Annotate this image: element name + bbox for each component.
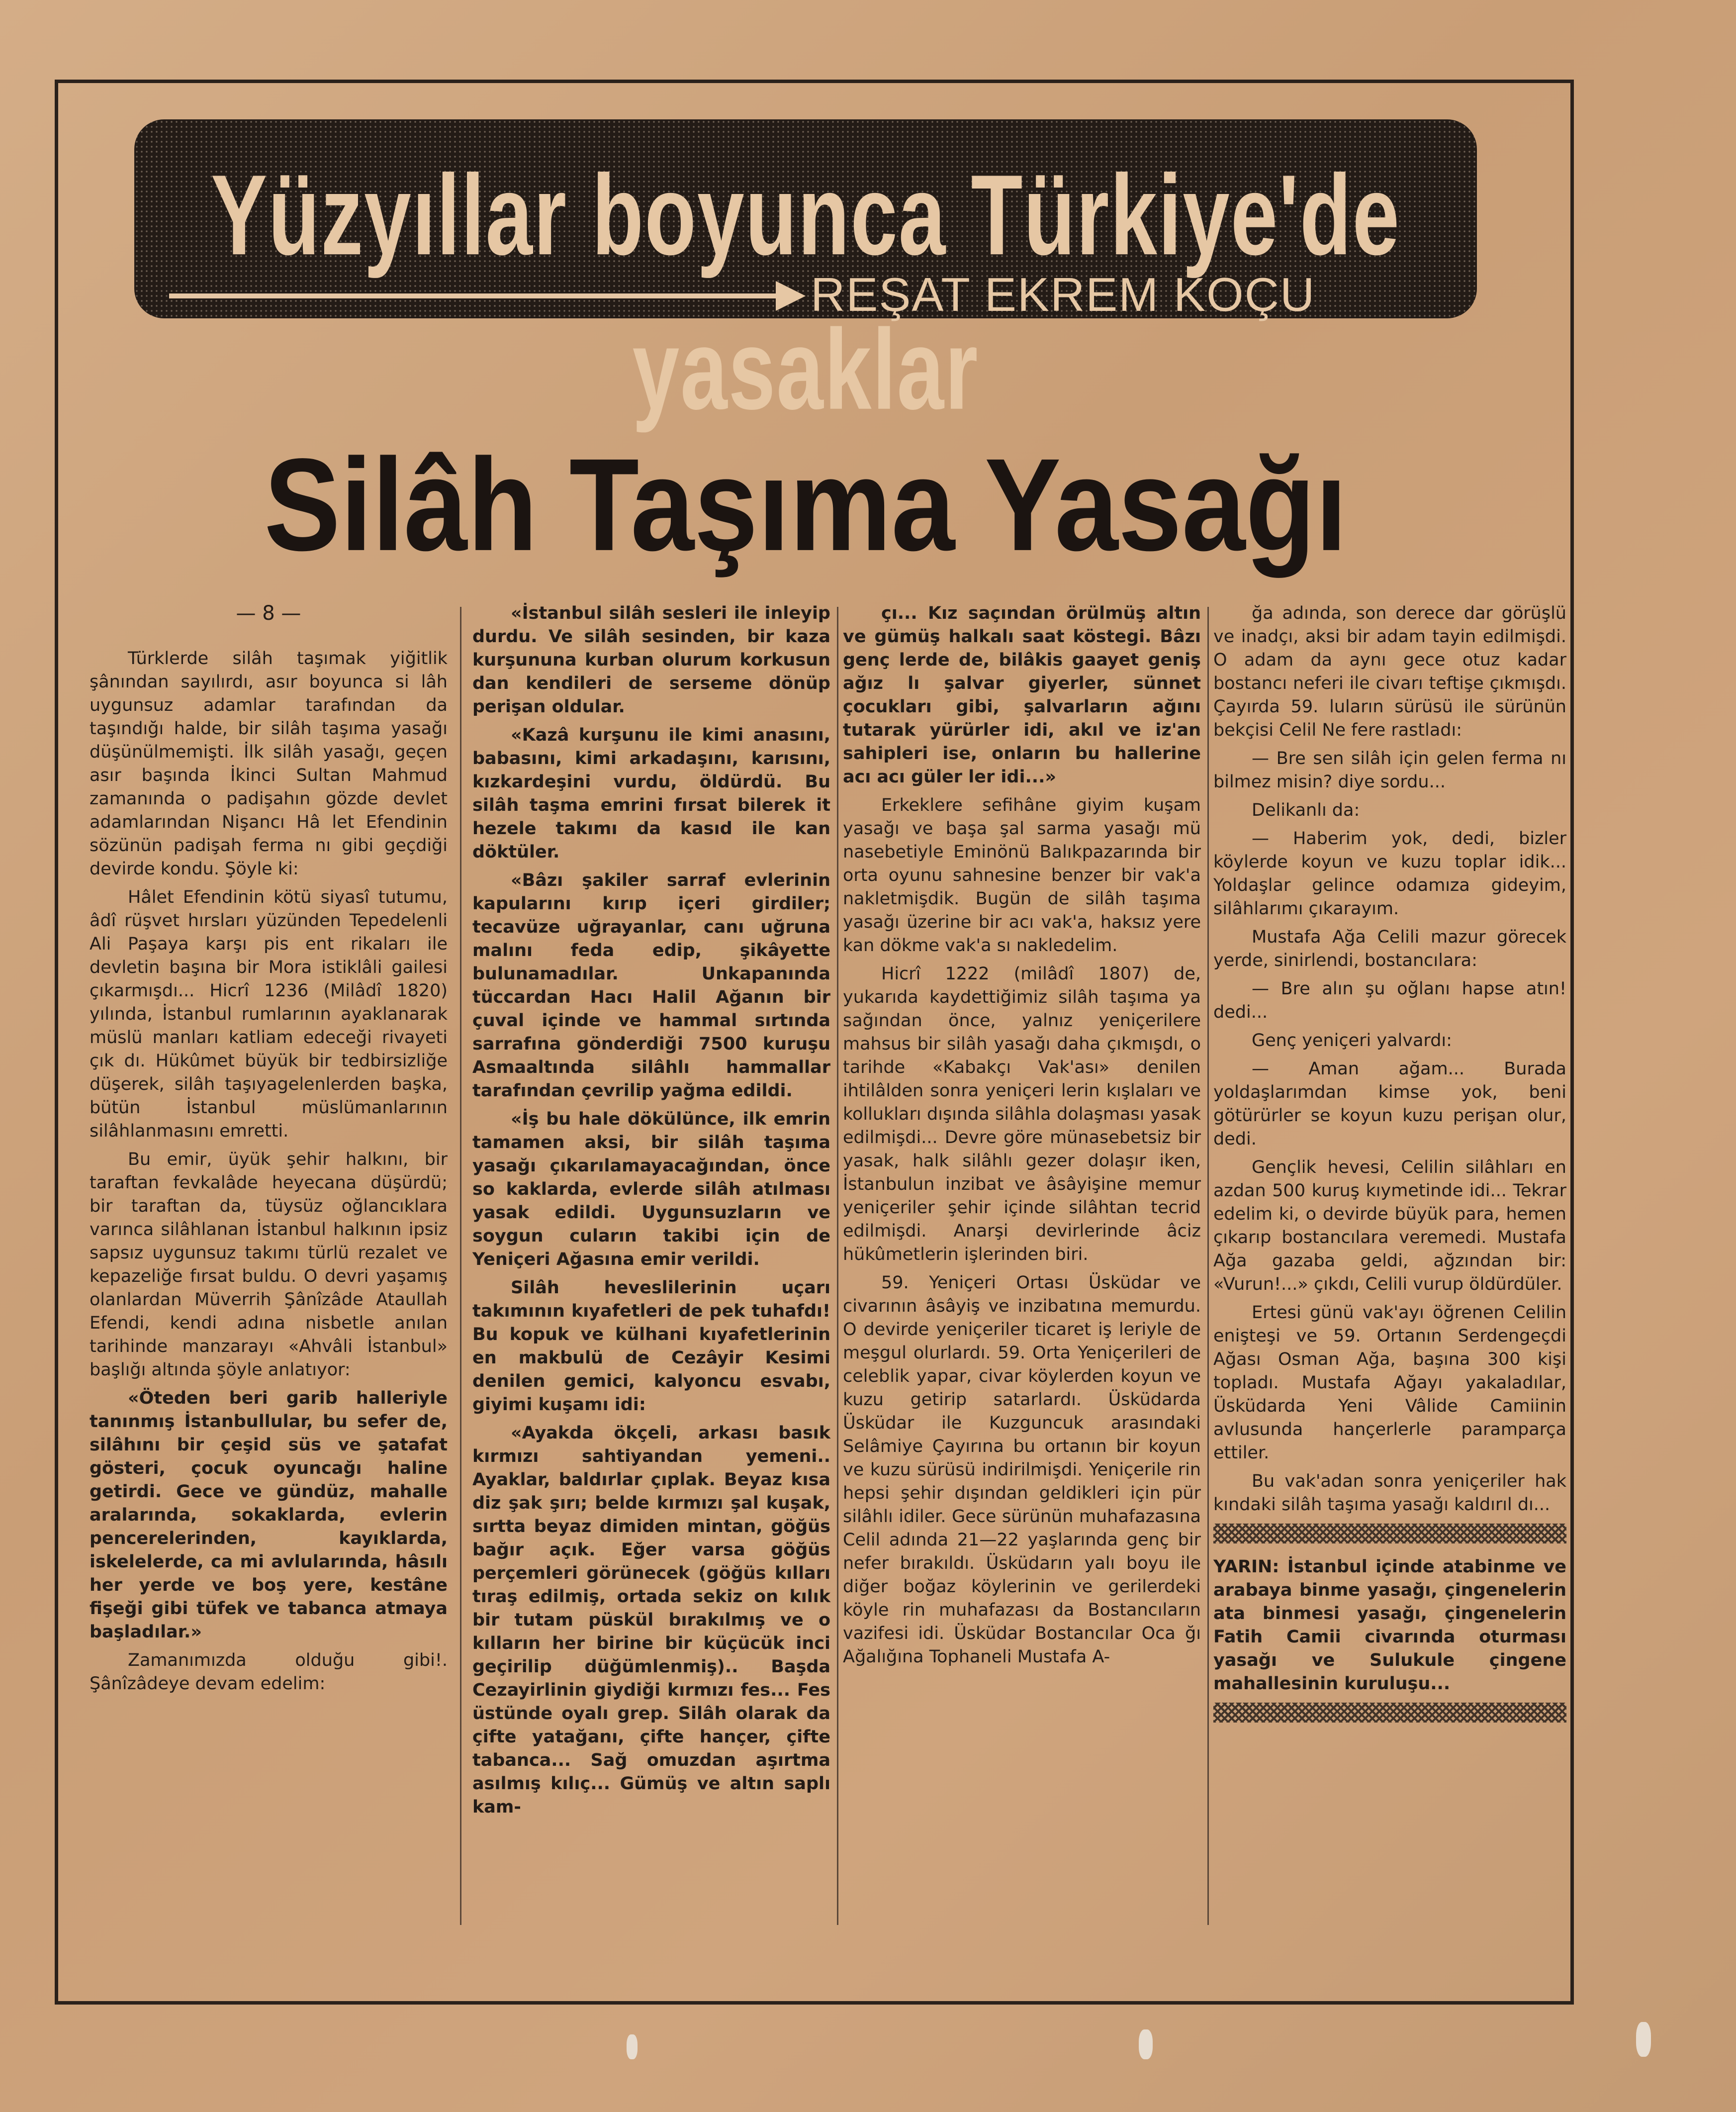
paragraph: 59. Yeniçeri Ortası Üsküdar ve civarının âsâyiş ve inzibatına memurdu. O devirde yeniçeriler ticaret iş leriyle de meşgul olurlardı. 59. Orta Yeniçerileri de celeblik yapar, civar köylerden koyun ve kuzu getirip satarlardı. Üsküdarda Üsküdar ile Kuzguncuk arasındaki Selâmiye Çayırına bu ortanın bir koyun ve kuzu sürüsü indirilmişdi. Yeniçerile rin hepsi şehir dışından geldikleri için pür silâhlı idiler. Gece sürünün muhafazasına Celil adında 21—22 yaşlarında genç bir nefer bırakıldı. Üsküdarın yalı boyu ile diğer boğaz köylerinin ve gerilerdeki köyle rin muhafazası da Bostancıların vazifesi idi. Üsküdar Bostancılar Oca ğı Ağalığına Tophaneli Mustafa A- [843,1273,1201,1667]
paper-stain [627,2034,638,2059]
series-title: Yüzyıllar boyunca Türkiye'de yasaklar [210,151,1401,434]
column-rule [1207,607,1209,1925]
paper-stain [1636,2022,1651,2057]
hatched-divider [1213,1703,1566,1723]
author-name: REŞAT EKREM KOÇU [811,268,1316,321]
paragraph: Ertesi günü vak'ayı öğrenen Celilin enişteşi ve 59. Ortanın Serdengeçdi Ağası Osman Ağa, başına 300 kişi topladı. Mustafa Ağayı yakaladılar, Üsküdarda Yeni Vâlide Camiinin avlusunda hançerlerle paramparça ettiler. [1213,1303,1566,1463]
paragraph: Hâlet Efendinin kötü siyasî tutumu, âdî rüşvet hırsları yüzünden Tepedelenli Ali Paşaya karşı pis ent rikaları ile devletin başına bir Mora istiklâli gailesi çıkarmışdı... Hicrî 1236 (Milâdî 1820) yılında, İstanbul rumlarının ayaklanarak müslü manları katliam edeceği rivayeti çık dı. Hükûmet büyük bir tedbirsizliğe düşerek, silâh taşıyagelenlerden başka, bütün İstanbul müslümanlarının silâhlanmasını emretti. [90,887,448,1141]
hatched-divider [1213,1524,1566,1543]
article-column-2 [472,602,830,1930]
next-episode-box [1213,1555,1566,1696]
dialogue-line: — Aman ağam... Burada yoldaşlarımdan kimse yok, beni götürürler se koyun kuzu perişan olur, dedi. [1213,1059,1566,1149]
paragraph: Delikanlı da: [1252,800,1360,820]
paragraph: Erkeklere sefihâne giyim kuşam yasağı ve başa şal sarma yasağı mü nasebetiyle Eminönü Balıkpazarında bir orta oyunu sahnesine benzer bir vak'a nakletmişdik. Bugün de silâh taşıma yasağı üzerine bir acı vak'a, haksız yere kan dökme vak'a sı nakledelim. [843,795,1201,956]
paragraph: Türklerde silâh taşımak yiğitlik şânından sayılırdı, asır boyunca si lâh uygunsuz adamlar tarafından da taşındığı halde, bir silâh taşıma yasağı düşünülmemişti. İlk silâh yasağı, geçen asır başında İkinci Sultan Mahmud zamanında o padişahın gözde devlet adamlarından Nişancı Hâ let Efendinin sözünün padişah ferma nı gibi geçdiği devirde kondu. Şöyle ki: [90,649,448,879]
paragraph: ğa adında, son derece dar görüşlü ve inadçı, aksi bir adam tayin edilmişdi. O adam da aynı gece otuz kadar bostancı neferi ile civarı teftişe çıkmışdı. Çayırda 59. luların sürüsü ile sürünün bekçisi Celil Ne fere rastladı: [1213,603,1566,740]
article-column-3 [843,602,1201,1930]
quote-paragraph: «Öteden beri garib halleriyle tanınmış İstanbullular, bu sefer de, silâhını bir çeşid süs ve şatafat gösteri, çocuk oyuncağı haline getirdi. Gece ve gündüz, mahalle aralarında, sokaklarda, evlerin pencerelerinden, kayıklarda, iskelelerde, ca mi avlularında, hâsılı her yerde ve boş yere, kestâne fişeği gibi tüfek ve tabanca atmaya başladılar.» [90,1388,448,1642]
paragraph: Zamanımızda olduğu gibi!. Şânîzâdeye devam edelim: [90,1650,448,1694]
column-rule [460,607,461,1925]
series-banner [134,119,1477,434]
author-bar [134,268,1477,321]
dialogue-line: — Bre sen silâh için gelen ferma nı bilmez misin? diye sordu... [1213,749,1566,792]
paragraph: Mustafa Ağa Celili mazur görecek yerde, sinirlendi, bostancılara: [1213,927,1566,970]
paragraph: Genç yeniçeri yalvardı: [1252,1031,1452,1051]
paragraph: Hicrî 1222 (milâdî 1807) de, yukarıda kaydettiğimiz silâh taşıma ya sağından önce, yalnız yeniçerilere mahsus bir silâh yasağı daha çıkmışdı, o tarihde «Kabakçı Vak'ası» denilen ihtilâlden sonra yeniçeri lerin kışlaları ve kollukları dışında silâhla dolaşması yasak edilmişdi... Devre göre münasebetsiz bir yasak, halk silâhlı gezer dolaşır iken, İstanbulun inzibat ve âsâyişine memur yeniçeriler şehir içinde silâhtan tecrid edilmişdi. Anarşi devirlerinde âciz hükûmetlerin işlerinden biri. [843,964,1201,1264]
article-column-4 [1213,602,1566,1930]
part-number: — 8 — [236,602,301,625]
paragraph: Bu emir, üyük şehir halkını, bir taraftan fevkalâde heyecana düşürdü; bir taraftan da, tüysüz oğlancıklara varınca silâhlanan İstanbul halkının ipsiz sapsız uygunsuz takımı türlü rezalet ve kepazeliğe fırsat buldu. O devri yaşamış olanlardan Müverrih Şânîzâde Ataullah Efendi, kendi adına nisbetle anılan tarihinde manzarayı «Ahvâli İstanbul» başlığı altında şöyle anlatıyor: [90,1150,448,1380]
dialogue-line: — Bre alın şu oğlanı hapse atın! dedi... [1213,979,1566,1022]
paragraph: Silâh heveslilerinin uçarı takımının kıyafetleri de pek tuhafdı! Bu kopuk ve külhani kıyafetlerinin en makbulü de Cezâyir Kesimi denilen gemici, kalyoncu esvabı, giyimi kuşamı idi: [472,1278,830,1415]
quote-paragraph: «Kazâ kurşunu ile kimi anasını, babasını, kimi arkadaşını, karısını, kızkardeşini vurdu, öldürdü. Bu silâh taşma emrini fırsat bilerek it hezele takımı da kasıd ile kan döktüler. [472,725,830,862]
quote-paragraph: çı... Kız saçından örülmüş altın ve gümüş halkalı saat köstegi. Bâzı genç lerde de, bilâkis gaayet geniş ağız lı şalvar giyerler, sünnet çocukları gibi, şalvarların ağını tutarak yürürler idi, akıl ve iz'an sahipleri ise, onların bu hallerine acı acı güler ler idi...» [843,603,1201,787]
dialogue-line: — Haberim yok, dedi, bizler köylerde koyun ve kuzu toplar idik... Yoldaşlar gelince odamıza gideyim, silâhlarımı çıkarayım. [1213,829,1566,919]
quote-paragraph: «İstanbul silâh sesleri ile inleyip durdu. Ve silâh sesinden, bir kaza kurşununa kurban olurum korkusun dan kendileri de serseme dönüp perişan oldular. [472,603,830,717]
paragraph: Bu vak'adan sonra yeniçeriler hak kındaki silâh taşıma yasağı kaldırıl dı... [1213,1471,1566,1515]
quote-paragraph: «Bâzı şakiler sarraf evlerinin kapularını kırıp içeri girdiler; tecavüze uğrayanlar, canı uğruna malını feda edip, şikâyette bulunamadılar. Unkapanında tüccardan Hacı Halil Ağanın bir çuval içinde ve hammal sırtında sarrafına gönderdiği 7500 kuruşu Asmaaltında silâhlı hammallar tarafından çevrilip yağma edildi. [472,870,830,1101]
arrow-head-icon [776,281,806,311]
next-episode-text: YARIN: İstanbul içinde atabinme ve arabaya binme yasağı, çingenelerin ata binmesi yasağı, çingenelerin Fatih Camii civarında oturması yasağı ve Sulukule çingene mahallesinin kuruluşu... [1213,1557,1566,1694]
quote-paragraph: «Ayakda ökçeli, arkası basık kırmızı sahtiyandan yemeni.. Ayaklar, baldırlar çıplak. Beyaz kısa diz şak şırı; belde kırmızı şal kuşak, sırtta beyaz dimiden mintan, göğüs bağır açık. Eğer varsa göğüs perçemleri görünecek (göğüs kılları tıraş edilmiş, ortada sekiz on kılık bir tutam püskül bırakılmış ve o kılların her birine bir küçücük inci geçirilip düğümlenmiş).. Başda Cezayirlinin giydiği kırmızı fes... Fes üstünde oyalı grep. Silâh olarak da çifte yatağanı, çifte hançer, çifte tabanca... Sağ omuzdan aşırtma asılmış kılıç... Gümüş ve altın saplı kam- [472,1423,830,1817]
column-rule [837,607,838,1925]
article-column-1 [90,602,448,1930]
paragraph: Gençlik hevesi, Celilin silâhları en azdan 500 kuruş kıymetinde idi... Tekrar edelim ki, o devirde büyük para, hemen çıkarıp bostancılara veremedi. Mustafa Ağa gazaba geldi, ağzından bir: «Vurun!...» çıkdı, Celili vurup öldürdüler. [1213,1157,1566,1294]
arrow-line [169,293,791,298]
paper-stain [1139,2029,1153,2059]
article-headline: Silâh Taşıma Yasağı [264,431,1347,578]
quote-paragraph: «İş bu hale dökülünce, ilk emrin tamamen aksi, bir silâh taşıma yasağı çıkarılamayacağından, önce so kaklarda, evlerde silâh atılması yasak edildi. Uygunsuzların ve soygun cuların takibi için de Yeniçeri Ağasına emir verildi. [472,1109,830,1269]
